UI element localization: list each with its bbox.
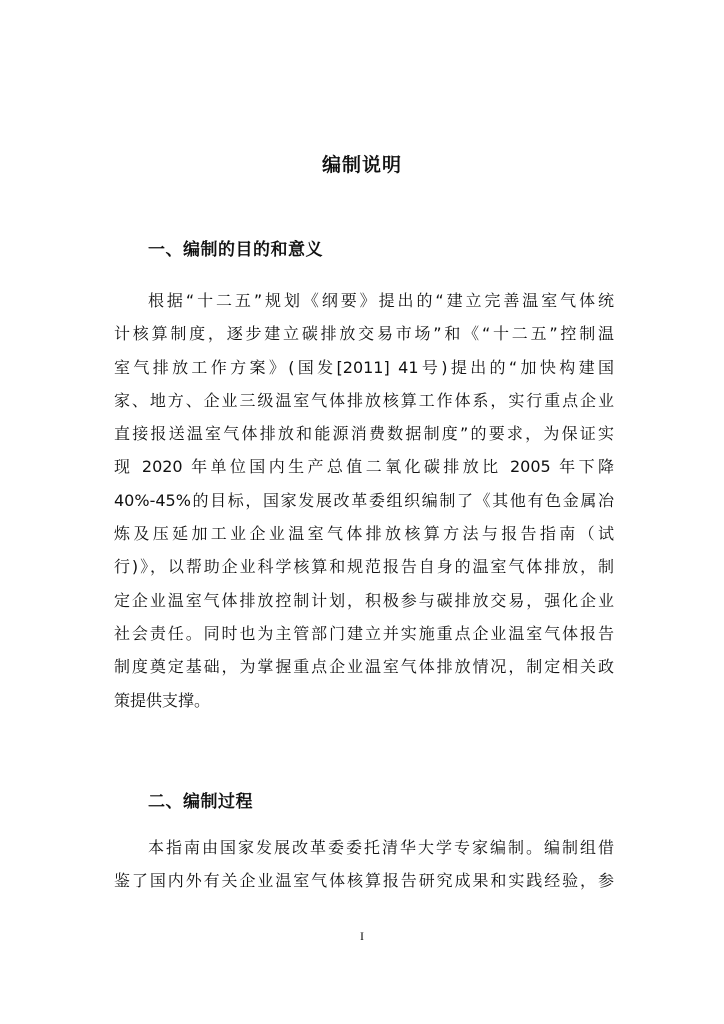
paragraph-process — [114, 831, 614, 898]
text-line: 炼及压延加工业企业温室气体排放核算方法与报告指南（试 — [114, 524, 614, 544]
text-line: 行)》，以帮助企业科学核算和规范报告自身的温室气体排放，制 — [114, 557, 614, 577]
text-line: 策提供支撑。 — [114, 690, 211, 710]
text-line: 根据“十二五”规划《纲要》提出的“建立完善温室气体统 — [148, 291, 614, 310]
section-heading-purpose: 一、编制的目的和意义 — [148, 240, 323, 260]
text-line: 本指南由国家发展改革委委托清华大学专家编制。编制组借 — [148, 838, 614, 857]
text-line: 室气排放工作方案》(国发[2011] 41号)提出的“加快构建国 — [114, 357, 614, 377]
page-number: I — [360, 929, 364, 943]
section-heading-process: 二、编制过程 — [148, 792, 253, 812]
text-line: 社会责任。同时也为主管部门建立并实施重点企业温室气体报告 — [114, 623, 614, 643]
document-title: 编制说明 — [321, 154, 402, 176]
text-line: 鉴了国内外有关企业温室气体核算报告研究成果和实践经验，参 — [114, 871, 614, 891]
text-line: 定企业温室气体排放控制计划，积极参与碳排放交易，强化企业 — [114, 590, 614, 610]
text-line: 直接报送温室气体排放和能源消费数据制度”的要求，为保证实 — [114, 424, 614, 444]
text-line: 制度奠定基础，为掌握重点企业温室气体排放情况，制定相关政 — [114, 657, 614, 677]
text-line: 家、地方、企业三级温室气体排放核算工作体系，实行重点企业 — [114, 390, 614, 410]
paragraph-purpose — [114, 284, 614, 717]
text-line: 40%-45%的目标，国家发展改革委组织编制了《其他有色金属冶 — [114, 490, 614, 510]
text-line: 现 2020 年单位国内生产总值二氧化碳排放比 2005 年下降 — [114, 457, 614, 477]
text-line: 计核算制度，逐步建立碳排放交易市场”和《“十二五”控制温 — [114, 324, 614, 344]
